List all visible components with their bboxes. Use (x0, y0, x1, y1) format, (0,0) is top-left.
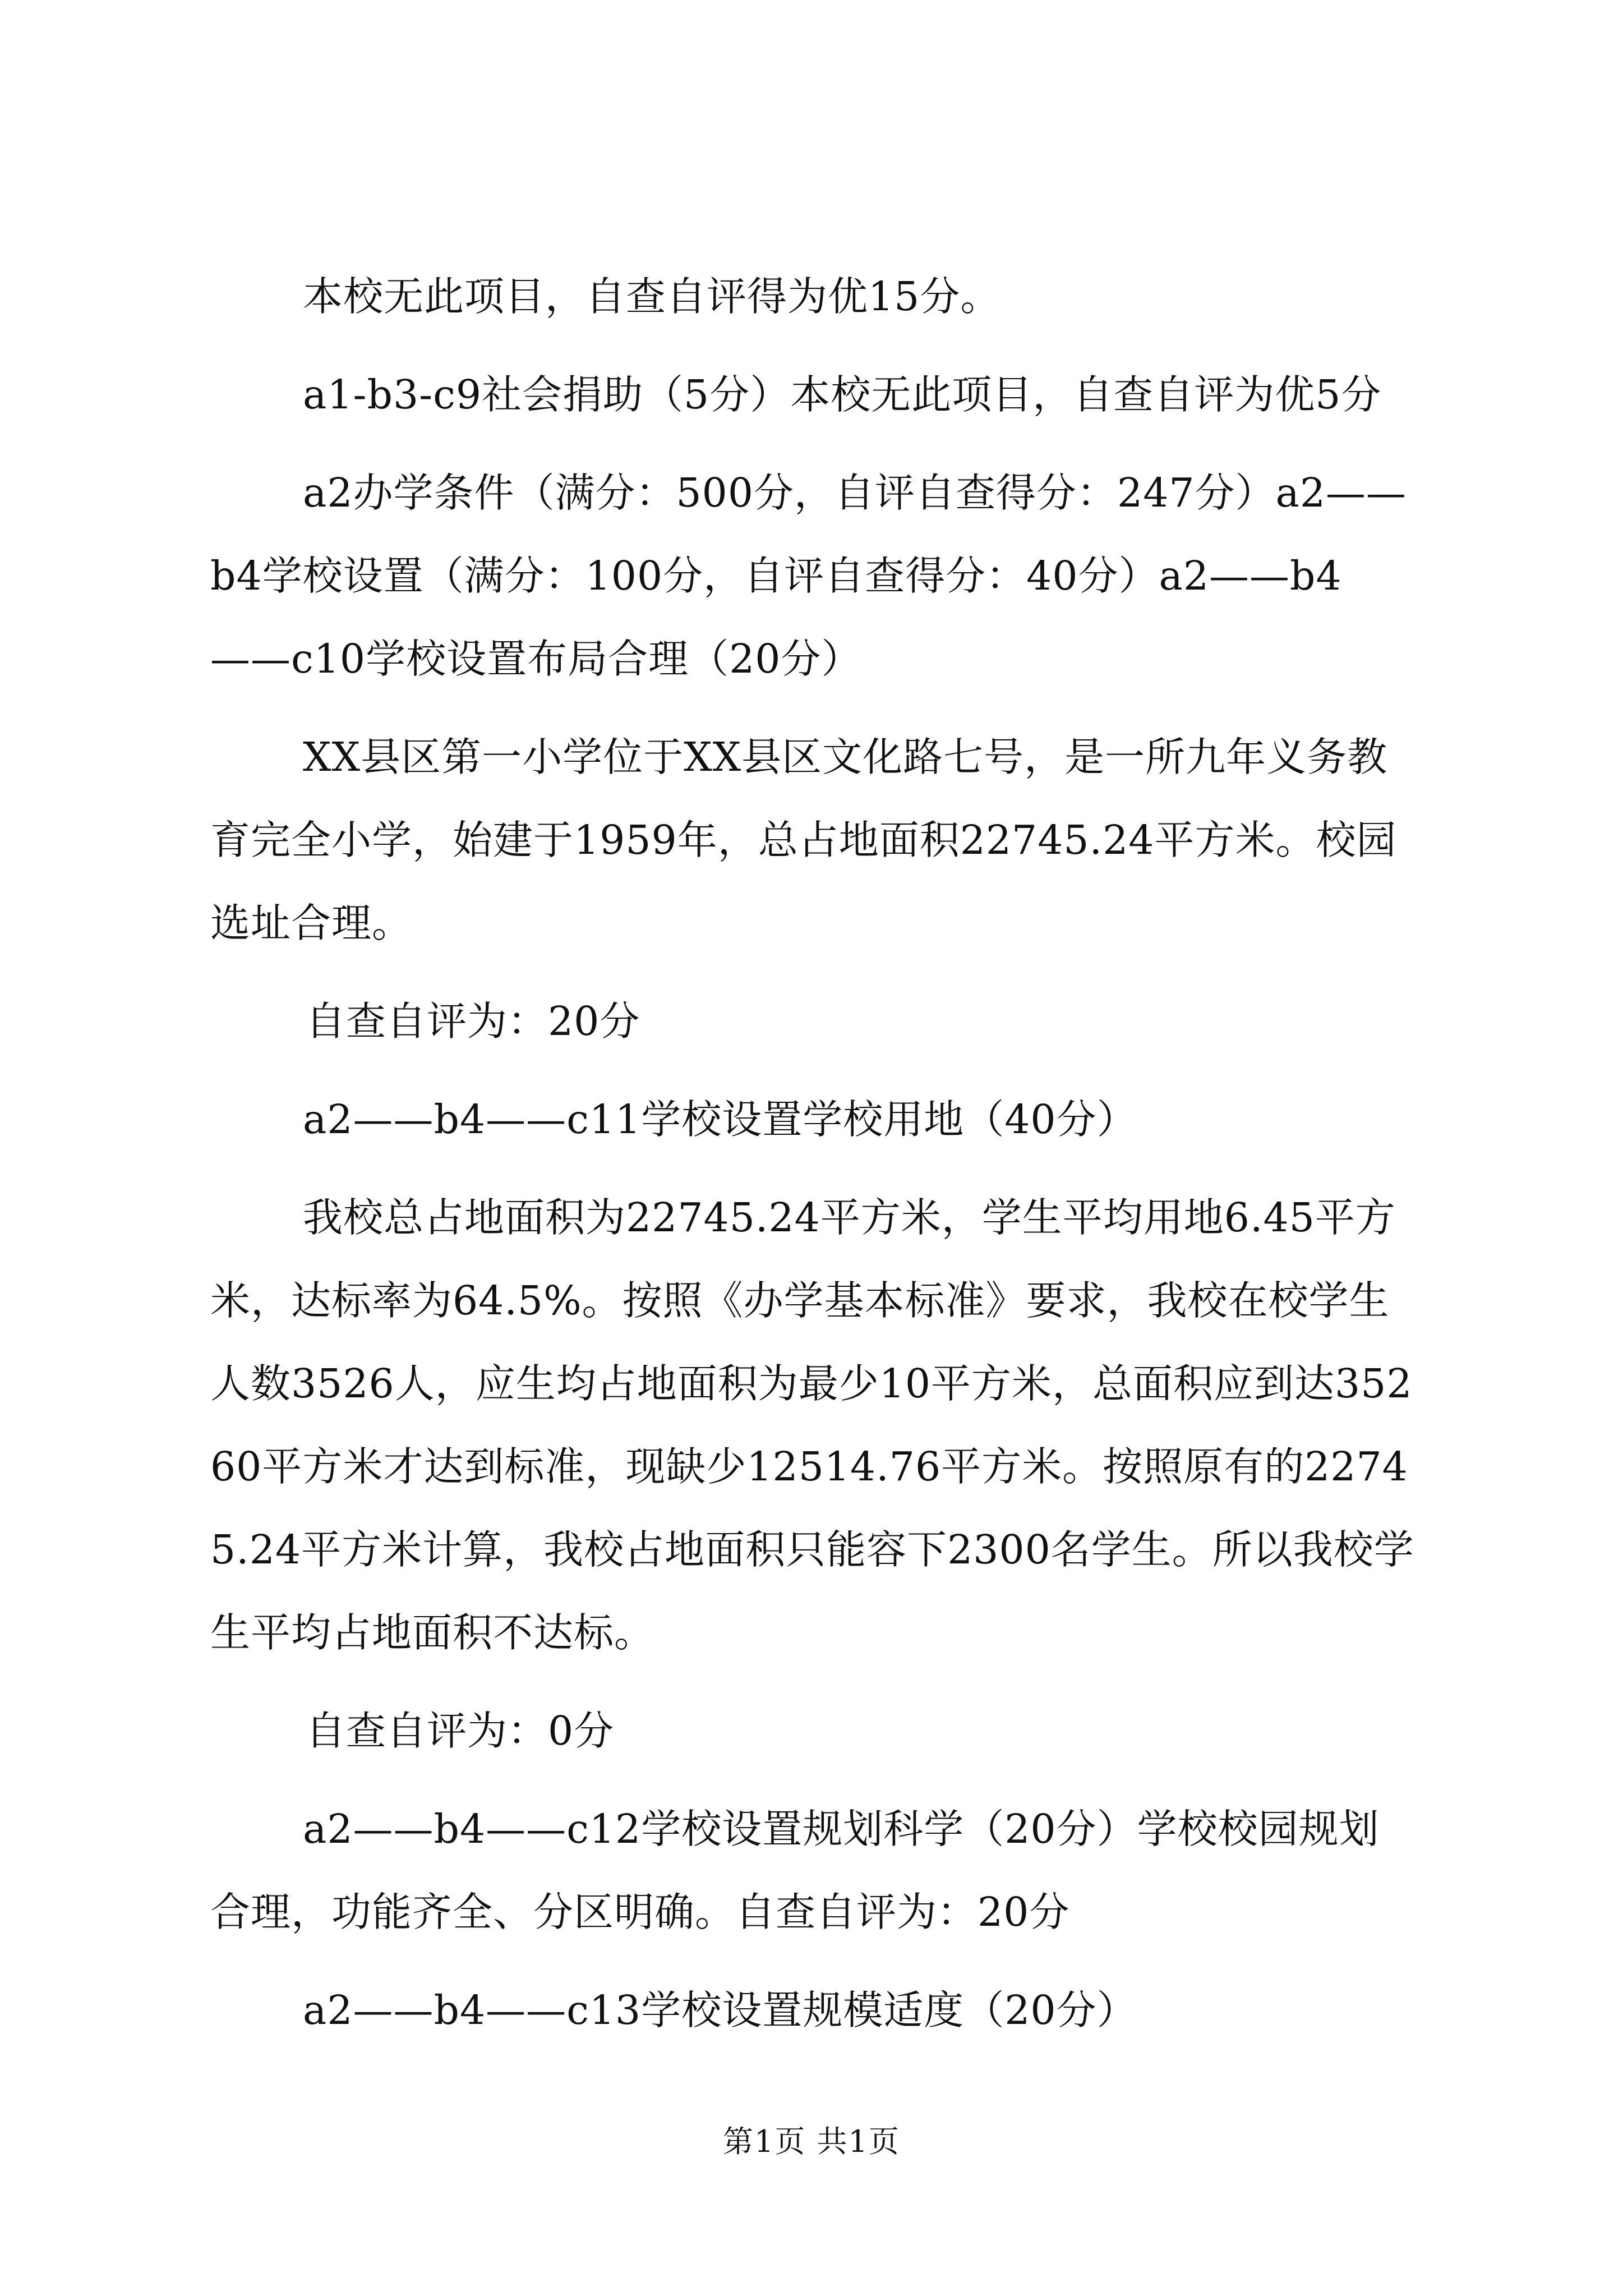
page-footer: 第1页 共1页 (723, 2124, 900, 2159)
paragraph-7: 我校总占地面积为22745.24平方米，学生平均用地6.45平方米，达标率为64.5%。按照《办学基本标准》要求，我校在校学生人数3526人，应生均占地面积为最少10平方米，总面积应到达35260平方米才达到标准，现缺少12514.76平方米。按照原有的22745.24平方米计算，我校占地面积只能容下2300名学生。所以我校学生平均占地面积不达标。 (210, 1194, 1414, 1656)
paragraph-10: a2——b4——c13学校设置规模适度（20分） (303, 1987, 1137, 2033)
paragraph-4: XX县区第一小学位于XX县区文化路七号，是一所九年义务教育完全小学，始建于1959年，总占地面积22745.24平方米。校园选址合理。 (210, 734, 1397, 946)
paragraph-2: a1-b3-c9社会捐助（5分）本校无此项目，自查自评为优5分 (303, 371, 1382, 418)
paragraph-6: a2——b4——c11学校设置学校用地（40分） (303, 1096, 1137, 1143)
paragraph-9: a2——b4——c12学校设置规划科学（20分）学校校园规划合理，功能齐全、分区明确。自查自评为：20分 (210, 1806, 1380, 1935)
paragraph-3: a2办学条件（满分：500分，自评自查得分：247分）a2——b4学校设置（满分：100分，自评自查得分：40分）a2——b4——c10学校设置布局合理（20分） (210, 470, 1407, 682)
paragraph-8: 自查自评为：0分 (306, 1708, 615, 1754)
paragraph-1: 本校无此项目，自查自评得为优15分。 (303, 273, 1001, 320)
paragraph-5: 自查自评为：20分 (306, 998, 640, 1045)
document-body (210, 255, 1419, 2067)
